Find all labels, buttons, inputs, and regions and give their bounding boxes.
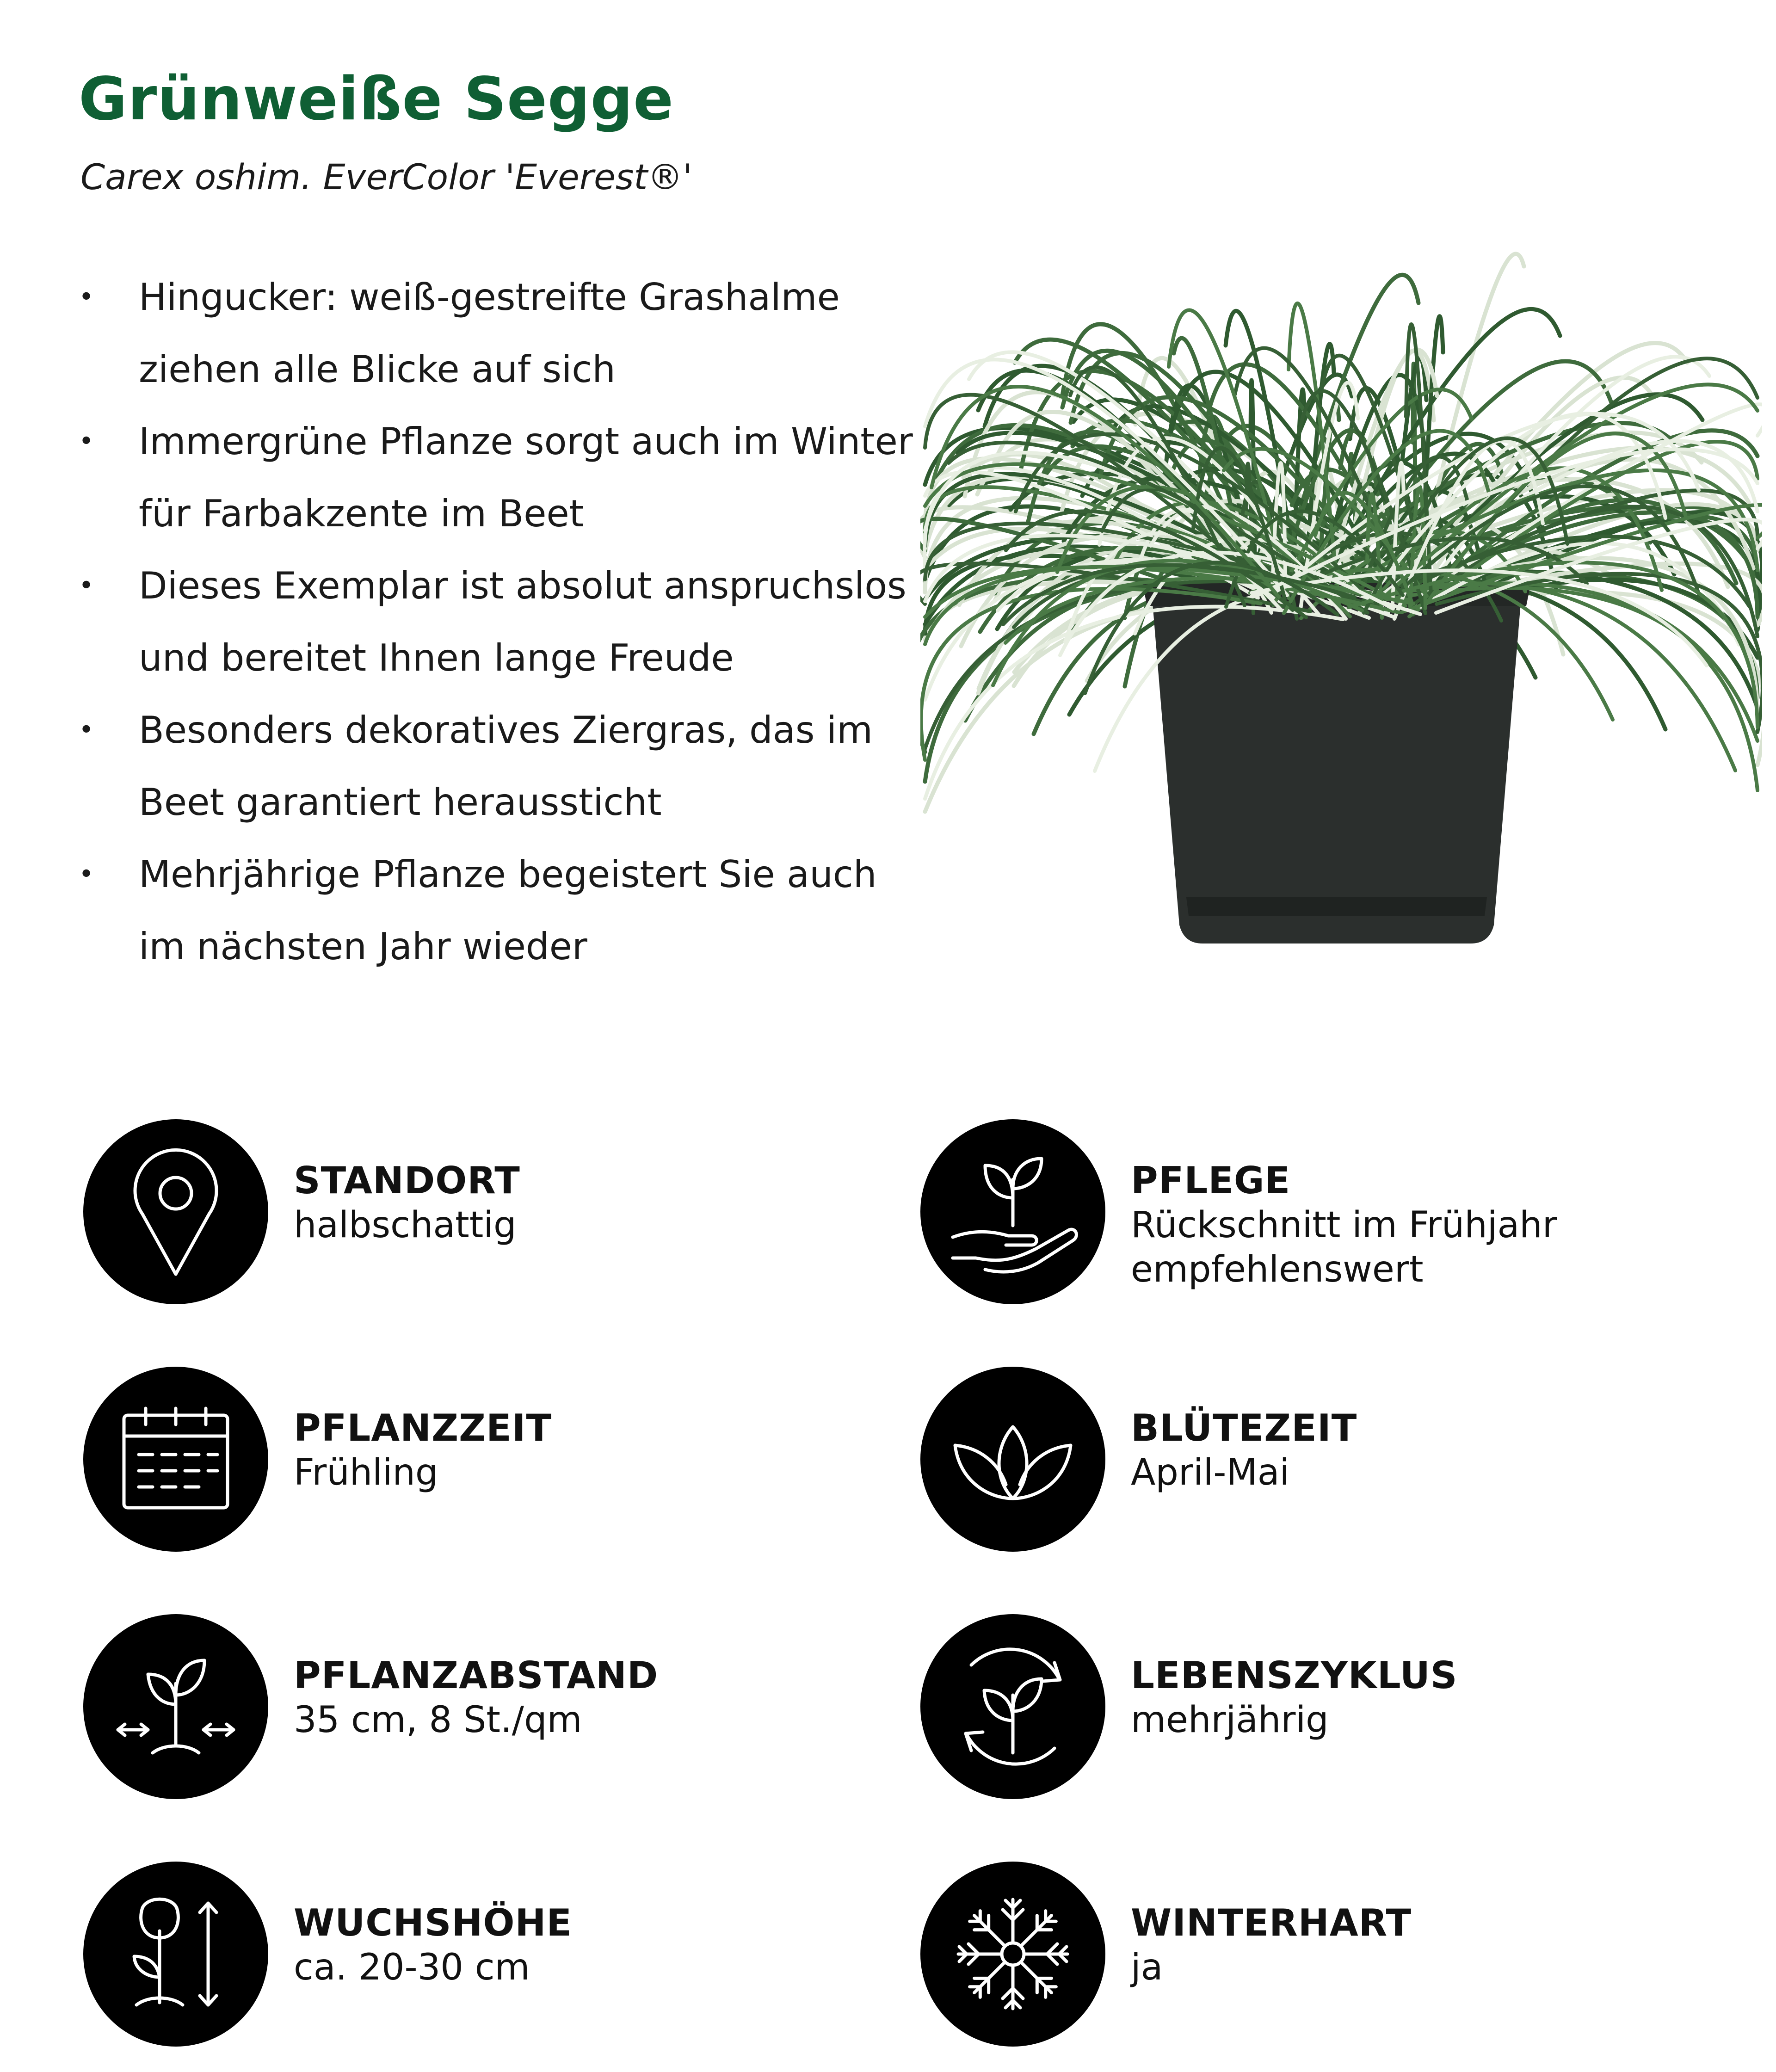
feature-value: mehrjährig (1131, 1699, 1329, 1741)
feature-winterhart (920, 1862, 1744, 2047)
feature-bullet-list (79, 261, 920, 983)
bullet-item: • Immergrüne Pflanze sorgt auch im Winter für Farbakzente im Beet (79, 406, 920, 550)
lotus-flower-icon (920, 1367, 1105, 1552)
product-title: Grünweiße Segge (79, 65, 674, 134)
bullet-item: • Hingucker: weiß-gestreifte Grashalme ziehen alle Blicke auf sich (79, 261, 920, 406)
feature-value: ca. 20-30 cm (294, 1947, 530, 1988)
plant-spacing-icon (83, 1614, 268, 1799)
calendar-icon (83, 1367, 268, 1552)
bullet-item: • Dieses Exemplar ist absolut anspruchslos und bereitet Ihnen lange Freude (79, 550, 920, 694)
pot-icon (1152, 592, 1522, 944)
feature-label: WINTERHART (1131, 1901, 1412, 1944)
plant-height-icon (83, 1862, 268, 2047)
feature-value: Rückschnitt im Frühjahr empfehlenswert (1131, 1204, 1557, 1290)
feature-label: BLÜTEZEIT (1131, 1406, 1357, 1449)
feature-lebenszyklus (920, 1614, 1744, 1799)
feature-label: PFLANZABSTAND (294, 1654, 659, 1697)
feature-value: 35 cm, 8 St./qm (294, 1699, 582, 1741)
feature-value: ja (1131, 1947, 1163, 1988)
plant-image (920, 148, 1762, 1027)
feature-label: PFLANZZEIT (294, 1406, 552, 1449)
feature-pflege (920, 1119, 1744, 1304)
feature-pflanzabstand (83, 1614, 906, 1799)
feature-bluetezeit (920, 1367, 1744, 1552)
botanical-name: Carex oshim. EverColor 'Everest®' (80, 156, 693, 197)
feature-standort (83, 1119, 906, 1304)
feature-value: Frühling (294, 1452, 438, 1493)
bullet-item: • Besonders dekoratives Ziergras, das im Beet garantiert heraussticht (79, 694, 920, 839)
feature-pflanzzeit (83, 1367, 906, 1552)
hand-seedling-icon (920, 1119, 1105, 1304)
feature-wuchshoehe (83, 1862, 906, 2047)
feature-label: STANDORT (294, 1159, 520, 1202)
feature-label: WUCHSHÖHE (294, 1901, 573, 1944)
feature-label: PFLEGE (1131, 1159, 1291, 1202)
feature-label: LEBENSZYKLUS (1131, 1654, 1458, 1697)
location-pin-icon (83, 1119, 268, 1304)
feature-value: halbschattig (294, 1204, 517, 1246)
snowflake-icon (920, 1862, 1105, 2047)
life-cycle-icon (920, 1614, 1105, 1799)
feature-value: April-Mai (1131, 1452, 1290, 1493)
bullet-item: • Mehrjährige Pflanze begeistert Sie auch im nächsten Jahr wieder (79, 839, 920, 983)
